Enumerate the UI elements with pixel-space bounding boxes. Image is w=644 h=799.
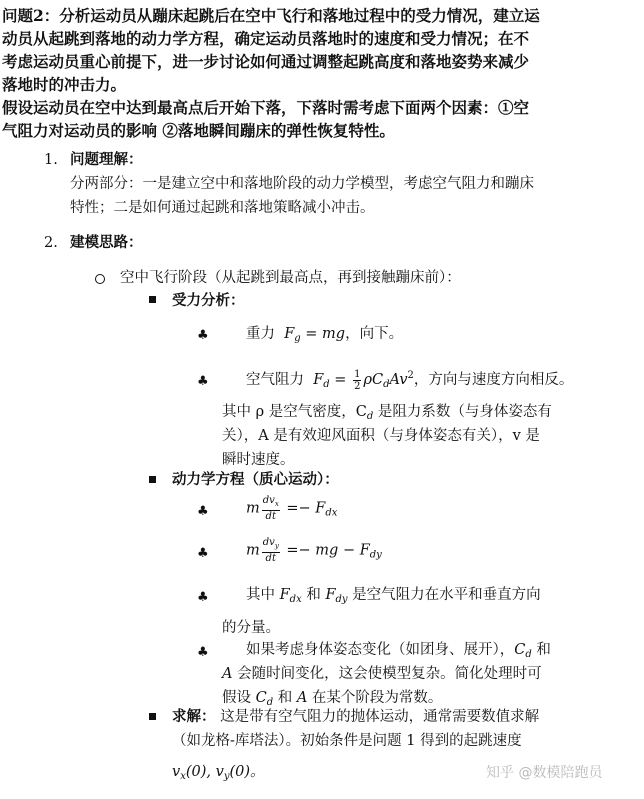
club-bullet-icon: ♣ <box>197 590 209 605</box>
club-bullet-icon: ♣ <box>197 546 209 561</box>
where-line-2: 关），A 是有效迎风面积（与身体姿态有关），v 是 <box>222 428 540 444</box>
problem-line-1: 问题2：分析运动员从蹦床起跳后在空中飞行和落地过程中的受力情况，建立运 <box>2 6 540 25</box>
drag-fraction: $\frac{1}{2}$ <box>354 368 361 392</box>
square-bullet-icon <box>149 713 156 720</box>
where-line-3: 瞬时速度。 <box>222 452 295 468</box>
problem-line-2: 动员从起跳到落地的动力学方程，确定运动员落地时的速度和受力情况；在不 <box>2 29 530 48</box>
section-1-line-2: 特性；二是如何通过起跳和落地策略减小冲击。 <box>70 200 375 216</box>
note-posture-line-1: 如果考虑身体姿态变化（如团身、展开），$C_d$ 和 <box>246 642 551 660</box>
problem-line-3: 考虑运动员重心前提下，进一步讨论如何通过调整起跳高度和落地姿势来减少 <box>2 52 530 71</box>
problem-line-6: 气阻力对运动员的影响 ②落地瞬间蹦床的弹性恢复特性。 <box>2 121 395 140</box>
section-1-line-1: 分两部分：一是建立空中和落地阶段的动力学模型，考虑空气阻力和蹦床 <box>70 176 534 192</box>
problem-line-5: 假设运动员在空中达到最高点后开始下落，下落时需考虑下面两个因素：①空 <box>2 98 530 117</box>
equation-y: m $\frac{dv_y}{dt}$ =− mg − $F_{dy}$ <box>246 537 382 564</box>
note-components-line-2: 的分量。 <box>222 620 280 636</box>
phase-title: 空中飞行阶段（从起跳到最高点，再到接触蹦床前）： <box>120 270 461 286</box>
gravity-line: 重力 $F_g$ = mg，向下。 <box>246 326 404 344</box>
dvy-fraction: $\frac{dv_y}{dt}$ <box>262 537 279 564</box>
solve-line-1: 求解： 这是带有空气阻力的抛体运动，通常需要数值求解 <box>172 708 540 725</box>
force-title: 受力分析： <box>172 292 245 309</box>
square-bullet-icon <box>149 296 156 303</box>
circle-bullet-icon <box>95 274 105 284</box>
dvx-fraction: $\frac{dv_x}{dt}$ <box>262 495 279 522</box>
where-line-1: 其中 ρ 是空气密度，$C_d$ 是阻力系数（与身体姿态有 <box>222 404 552 422</box>
square-bullet-icon <box>149 476 156 483</box>
note-components-line-1: 其中 $F_{dx}$ 和 $F_{dy}$ 是空气阻力在水平和垂直方向 <box>246 587 541 605</box>
club-bullet-icon: ♣ <box>197 328 209 343</box>
club-bullet-icon: ♣ <box>197 504 209 519</box>
problem-line-4: 落地时的冲击力。 <box>2 75 127 94</box>
drag-line: 空气阻力 $F_d$ = $\frac{1}{2}$ $\rho C_dAv^2$，方向与速度方向相反。 <box>246 368 574 392</box>
note-posture-line-2: A 会随时间变化，这会使模型复杂。简化处理时可 <box>222 666 542 682</box>
note-posture-line-3: 假设 $C_d$ 和 A 在某个阶段为常数。 <box>222 690 443 708</box>
initial-conditions: $v_x(0)$, $v_y(0)$。 <box>172 764 265 782</box>
section-2-number: 2. <box>44 235 58 251</box>
club-bullet-icon: ♣ <box>197 645 209 660</box>
equation-x: m $\frac{dv_x}{dt}$ =− $F_{dx}$ <box>246 495 338 522</box>
dynamics-title: 动力学方程（质心运动）： <box>172 471 339 488</box>
section-2-title: 建模思路： <box>70 234 143 251</box>
watermark: 知乎 @数模陪跑员 <box>486 765 603 781</box>
section-1-title: 问题理解： <box>70 151 143 168</box>
club-bullet-icon: ♣ <box>197 374 209 389</box>
section-1-number: 1. <box>44 152 58 168</box>
solve-line-2: （如龙格-库塔法）。初始条件是问题 1 得到的起跳速度 <box>172 733 522 749</box>
